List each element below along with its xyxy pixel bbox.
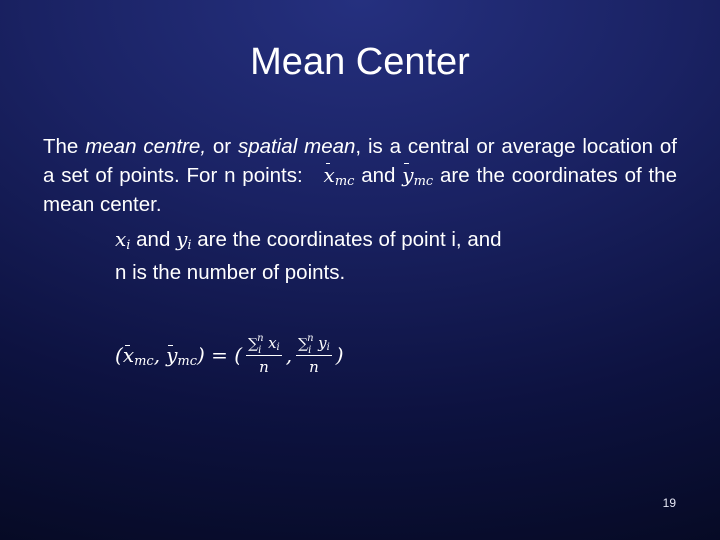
sum-lower-limit: i bbox=[308, 344, 312, 356]
term-spatial-mean: spatial mean bbox=[238, 135, 356, 158]
formula-fraction-y bbox=[296, 334, 332, 377]
formula-close-paren: ) bbox=[335, 343, 344, 367]
slide-title: Mean Center bbox=[250, 41, 470, 83]
fraction-y-denominator: n bbox=[309, 357, 319, 376]
sum-upper-limit: n bbox=[307, 332, 314, 344]
numerator-x-subscript: i bbox=[276, 341, 280, 353]
numerator-y-base: y bbox=[318, 333, 327, 352]
symbol-y-base: y bbox=[402, 161, 413, 190]
numerator-x-i bbox=[268, 334, 280, 352]
numerator-y-subscript: i bbox=[326, 341, 330, 353]
fraction-x-numerator bbox=[246, 334, 282, 356]
sum-upper-limit: n bbox=[257, 332, 264, 344]
sigma-symbol: ∑ bbox=[298, 335, 309, 352]
intro-text: and bbox=[354, 164, 403, 187]
symbol-y-mc bbox=[402, 163, 433, 187]
intro-text: or bbox=[206, 135, 238, 158]
symbol-y-i-base: y bbox=[176, 227, 188, 251]
sigma-symbol: ∑ bbox=[248, 335, 259, 352]
intro-paragraph bbox=[43, 132, 677, 219]
formula-open-paren: ( bbox=[115, 343, 123, 367]
symbol-x-subscript: mc bbox=[334, 174, 355, 189]
formula-comma: , bbox=[285, 343, 293, 367]
symbol-x-i-subscript: i bbox=[126, 238, 131, 253]
intro-text: , is a central or average location of a set of points. For n points: bbox=[43, 135, 677, 187]
formula-y-mc bbox=[166, 343, 197, 367]
definition-line-count: n is the number of points. bbox=[115, 261, 346, 284]
fraction-y-numerator bbox=[296, 334, 332, 356]
sum-lower-limit: i bbox=[258, 344, 262, 356]
symbol-y-i bbox=[176, 227, 191, 251]
formula-y-subscript: mc bbox=[177, 354, 197, 369]
definition-text: and bbox=[130, 228, 177, 251]
symbol-x-base: x bbox=[324, 161, 335, 190]
summation-sign bbox=[248, 332, 266, 356]
symbol-x-mc bbox=[324, 163, 355, 187]
formula-x-base: x bbox=[122, 343, 135, 367]
symbol-y-subscript: mc bbox=[413, 174, 434, 189]
intro-text: The bbox=[43, 135, 86, 158]
formula-y-base: y bbox=[166, 343, 178, 367]
numerator-x-base: x bbox=[268, 333, 277, 352]
formula-equals: ) = ( bbox=[196, 343, 243, 367]
term-mean-centre: mean centre, bbox=[85, 135, 207, 158]
definition-text: are the coordinates of point i, and bbox=[191, 228, 502, 251]
symbol-x-i bbox=[115, 227, 130, 251]
formula-fraction-x bbox=[246, 334, 282, 377]
mean-center-formula bbox=[115, 330, 344, 380]
page-number: 19 bbox=[662, 496, 676, 510]
symbol-y-i-subscript: i bbox=[187, 238, 192, 253]
formula-comma: , bbox=[153, 343, 161, 367]
intro-text: are the coordinates of the mean center. bbox=[43, 164, 677, 216]
formula-x-mc bbox=[123, 343, 154, 367]
fraction-x-denominator: n bbox=[259, 357, 269, 376]
formula-x-subscript: mc bbox=[134, 354, 154, 369]
definition-line-coordinates bbox=[115, 225, 502, 254]
summation-sign bbox=[298, 332, 316, 356]
numerator-y-i bbox=[318, 334, 330, 352]
symbol-x-i-base: x bbox=[115, 227, 127, 251]
